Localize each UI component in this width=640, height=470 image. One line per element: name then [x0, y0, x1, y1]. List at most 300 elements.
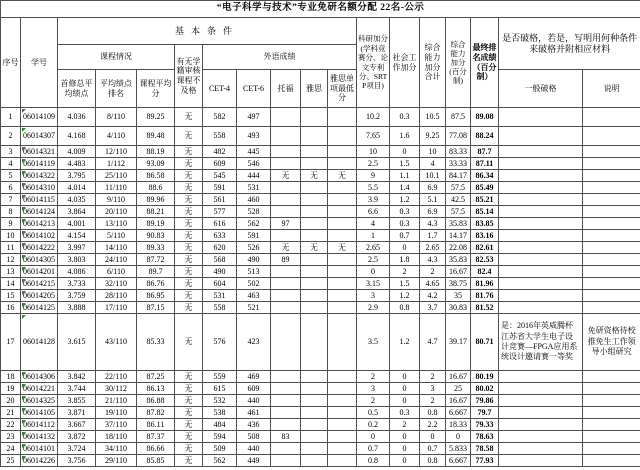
cell-exception-note [583, 206, 640, 218]
cell-course-avg: 87.72 [137, 254, 175, 266]
cell-toefl [271, 395, 301, 407]
cell-serial: 25 [1, 455, 21, 467]
col-header-gpa: 首修总平均绩点 [58, 70, 96, 108]
cell-toefl [271, 266, 301, 278]
cell-bonus-total: 1.7 [420, 230, 446, 242]
cell-serial: 23 [1, 431, 21, 443]
cell-research-bonus: 2 [357, 395, 390, 407]
cell-ielts-min [328, 278, 357, 290]
cell-toefl [271, 290, 301, 302]
cell-gpa-rank: 21/110 [96, 395, 137, 407]
cell-ielts [301, 182, 328, 194]
cell-bonus-total: 0.8 [420, 455, 446, 467]
green-triangle-icon [22, 109, 26, 113]
cell-student-id [21, 254, 58, 266]
cell-cet4: 615 [203, 383, 237, 395]
cell-toefl [271, 302, 301, 314]
cell-exception-note [583, 302, 640, 314]
cell-fail-check: 无 [175, 455, 203, 467]
table-row [1, 146, 640, 158]
cell-ielts [301, 266, 328, 278]
cell-student-id [21, 419, 58, 431]
cell-cet4: 594 [203, 431, 237, 443]
cell-course-avg: 89.19 [137, 218, 175, 230]
cell-ielts [301, 383, 328, 395]
cell-social-bonus: 0.3 [390, 206, 420, 218]
cell-research-bonus: 2.65 [357, 242, 390, 254]
col-header-fail-check: 有无学籍审核课程不及格 [175, 45, 203, 108]
cell-exception-general [499, 127, 583, 146]
cell-exception-note [583, 266, 640, 278]
cell-student-id [21, 182, 58, 194]
cell-exception-general: 是：2016年英威腾杯江苏省大学生电子设计竞赛—FPGA应用系统设计邀请赛一等奖 [499, 314, 583, 371]
cell-research-bonus: 0.7 [357, 443, 390, 455]
cell-social-bonus: 0.3 [390, 218, 420, 230]
cell-serial: 11 [1, 242, 21, 254]
table-row [1, 266, 640, 278]
cell-research-bonus: 0.5 [357, 407, 390, 419]
cell-research-bonus: 10 [357, 146, 390, 158]
cell-course-avg: 89.25 [137, 108, 175, 127]
green-triangle-icon [22, 291, 26, 295]
cell-bonus-pct: 16.67 [446, 266, 471, 278]
table-row [1, 278, 640, 290]
cell-social-bonus: 0.3 [390, 407, 420, 419]
cell-bonus-total: 2.65 [420, 242, 446, 254]
green-triangle-icon [22, 408, 26, 412]
green-triangle-icon [22, 456, 26, 460]
col-header-foreign-lang: 外语成绩 [203, 45, 357, 70]
cell-gpa-rank: 12/110 [96, 146, 137, 158]
cell-exception-general [499, 407, 583, 419]
cell-final-score: 87.7 [471, 146, 499, 158]
cell-research-bonus: 7.65 [357, 127, 390, 146]
cell-gpa: 3.756 [58, 455, 96, 467]
table-row [1, 182, 640, 194]
cell-bonus-pct: 35.83 [446, 218, 471, 230]
cell-fail-check: 无 [175, 127, 203, 146]
cell-exception-general [499, 278, 583, 290]
col-header-basic-conditions: 基本条件 [58, 18, 357, 45]
student-id-text: 06014205 [23, 290, 55, 300]
table-row [1, 242, 640, 254]
cell-ielts [301, 431, 328, 443]
cell-ielts-min [328, 206, 357, 218]
cell-gpa: 3.997 [58, 242, 96, 254]
student-id-text: 06014101 [23, 443, 55, 453]
green-triangle-icon [22, 384, 26, 388]
table-row [1, 127, 640, 146]
green-triangle-icon [22, 432, 26, 436]
cell-ielts: 无 [301, 170, 328, 182]
cell-research-bonus: 0 [357, 266, 390, 278]
cell-gpa-rank: 18/110 [96, 431, 137, 443]
cell-cet4: 532 [203, 395, 237, 407]
cell-bonus-total: 10.5 [420, 108, 446, 127]
cell-fail-check: 无 [175, 206, 203, 218]
cell-ielts-min [328, 194, 357, 206]
cell-serial: 1 [1, 108, 21, 127]
cell-research-bonus: 6.6 [357, 206, 390, 218]
green-triangle-icon [22, 171, 26, 175]
student-id-text: 06014307 [23, 131, 55, 141]
cell-cet4: 616 [203, 218, 237, 230]
cell-fail-check: 无 [175, 290, 203, 302]
cell-course-avg: 86.76 [137, 278, 175, 290]
cell-course-avg: 89.96 [137, 194, 175, 206]
cell-cet4: 633 [203, 230, 237, 242]
cell-final-score: 81.76 [471, 290, 499, 302]
col-header-ielts-min: 雅思单项最低分 [328, 70, 357, 108]
cell-ielts-min [328, 254, 357, 266]
cell-ielts [301, 371, 328, 383]
cell-ielts-min [328, 266, 357, 278]
col-header-course-info: 课程情况 [58, 45, 175, 70]
cell-exception-general [499, 266, 583, 278]
cell-bonus-pct: 57.5 [446, 182, 471, 194]
cell-toefl [271, 383, 301, 395]
cell-social-bonus: 1.4 [390, 182, 420, 194]
green-triangle-icon [22, 303, 26, 307]
cell-final-score: 83.85 [471, 218, 499, 230]
cell-research-bonus: 4 [357, 218, 390, 230]
cell-fail-check: 无 [175, 302, 203, 314]
cell-exception-note [583, 108, 640, 127]
table-row [1, 419, 640, 431]
table-row [1, 371, 640, 383]
cell-ielts-min [328, 383, 357, 395]
cell-final-score: 79.33 [471, 419, 499, 431]
cell-ielts-min [328, 419, 357, 431]
cell-cet6: 460 [237, 194, 271, 206]
cell-exception-note [583, 230, 640, 242]
cell-gpa-rank: 19/110 [96, 407, 137, 419]
cell-bonus-pct: 22.08 [446, 242, 471, 254]
cell-gpa-rank: 25/110 [96, 170, 137, 182]
cell-ielts [301, 290, 328, 302]
cell-toefl: 83 [271, 431, 301, 443]
cell-bonus-pct: 14.17 [446, 230, 471, 242]
cell-exception-general [499, 419, 583, 431]
cell-cet4: 545 [203, 170, 237, 182]
cell-gpa-rank: 29/110 [96, 455, 137, 467]
cell-cet6: 436 [237, 419, 271, 431]
cell-exception-note [583, 443, 640, 455]
col-header-social-bonus: 社会工作加分 [390, 18, 420, 108]
col-header-toefl: 托福 [271, 70, 301, 108]
cell-social-bonus: 0.8 [390, 302, 420, 314]
cell-gpa-rank: 11/110 [96, 182, 137, 194]
cell-ielts-min [328, 290, 357, 302]
cell-fail-check: 无 [175, 158, 203, 170]
cell-toefl [271, 455, 301, 467]
cell-social-bonus: 1.8 [390, 254, 420, 266]
cell-student-id [21, 455, 58, 467]
cell-final-score: 87.11 [471, 158, 499, 170]
cell-cet6: 531 [237, 182, 271, 194]
cell-student-id [21, 146, 58, 158]
cell-gpa: 3.871 [58, 407, 96, 419]
cell-exception-general [499, 290, 583, 302]
cell-exception-note [583, 395, 640, 407]
cell-student-id [21, 127, 58, 146]
col-header-bonus-pct: 综合能力加分(百分制) [446, 18, 471, 108]
cell-cet4: 558 [203, 127, 237, 146]
student-id-text: 06014115 [23, 194, 55, 204]
cell-ielts-min [328, 146, 357, 158]
cell-serial: 15 [1, 290, 21, 302]
cell-bonus-total: 3 [420, 383, 446, 395]
col-header-cet6: CET-6 [237, 70, 271, 108]
cell-student-id [21, 302, 58, 314]
cell-ielts-min [328, 443, 357, 455]
cell-final-score: 80.19 [471, 371, 499, 383]
cell-fail-check: 无 [175, 146, 203, 158]
green-triangle-icon [22, 231, 26, 235]
cell-bonus-total: 3.7 [420, 302, 446, 314]
student-id-text: 06014221 [23, 383, 55, 393]
cell-toefl [271, 278, 301, 290]
cell-cet6: 502 [237, 278, 271, 290]
cell-cet6: 493 [237, 127, 271, 146]
cell-bonus-pct: 84.17 [446, 170, 471, 182]
cell-exception-note [583, 419, 640, 431]
cell-student-id [21, 407, 58, 419]
student-id-text: 06014109 [23, 112, 55, 122]
cell-fail-check: 无 [175, 266, 203, 278]
cell-exception-note [583, 254, 640, 266]
cell-student-id [21, 278, 58, 290]
cell-bonus-total: 10.1 [420, 170, 446, 182]
student-id-text: 06014226 [23, 455, 55, 465]
cell-cet4: 509 [203, 443, 237, 455]
cell-gpa: 4.483 [58, 158, 96, 170]
cell-toefl [271, 407, 301, 419]
cell-exception-note [583, 146, 640, 158]
cell-gpa: 4.168 [58, 127, 96, 146]
student-id-text: 06014213 [23, 218, 55, 228]
cell-serial: 19 [1, 383, 21, 395]
cell-ielts-min: 无 [328, 242, 357, 254]
cell-course-avg: 86.58 [137, 170, 175, 182]
student-id-text: 06014102 [23, 230, 55, 240]
cell-ielts [301, 419, 328, 431]
col-header-exception: 是否破格，若是，写明用何种条件来破格并附相应材料 [499, 18, 640, 70]
cell-gpa: 3.795 [58, 170, 96, 182]
cell-social-bonus: 0 [390, 455, 420, 467]
col-header-exception-note: 说明 [583, 70, 640, 108]
cell-cet4: 568 [203, 254, 237, 266]
cell-serial: 13 [1, 266, 21, 278]
student-id-text: 06014201 [23, 266, 55, 276]
cell-gpa: 3.667 [58, 419, 96, 431]
cell-toefl [271, 127, 301, 146]
cell-course-avg: 86.95 [137, 290, 175, 302]
cell-toefl [271, 206, 301, 218]
cell-cet4: 484 [203, 419, 237, 431]
cell-exception-note [583, 242, 640, 254]
cell-serial: 8 [1, 206, 21, 218]
cell-student-id [21, 206, 58, 218]
cell-ielts [301, 407, 328, 419]
cell-student-id [21, 314, 58, 371]
cell-cet6: 463 [237, 290, 271, 302]
green-triangle-icon [22, 159, 26, 163]
cell-ielts [301, 455, 328, 467]
cell-student-id [21, 290, 58, 302]
table-row [1, 443, 640, 455]
cell-cet6: 461 [237, 407, 271, 419]
cell-final-score: 85.14 [471, 206, 499, 218]
cell-student-id [21, 194, 58, 206]
student-id-text: 06014215 [23, 278, 55, 288]
cell-bonus-total: 4 [420, 158, 446, 170]
cell-cet6: 546 [237, 158, 271, 170]
cell-bonus-total: 2 [420, 371, 446, 383]
cell-fail-check: 无 [175, 108, 203, 127]
cell-exception-note [583, 383, 640, 395]
table-row [1, 455, 640, 467]
cell-fail-check: 无 [175, 431, 203, 443]
cell-serial: 10 [1, 230, 21, 242]
cell-gpa: 3.855 [58, 395, 96, 407]
cell-cet6: 591 [237, 230, 271, 242]
cell-course-avg: 87.25 [137, 371, 175, 383]
cell-research-bonus: 5.5 [357, 182, 390, 194]
cell-gpa: 3.615 [58, 314, 96, 371]
cell-gpa-rank: 8/110 [96, 108, 137, 127]
cell-research-bonus: 0.2 [357, 419, 390, 431]
cell-cet6: 513 [237, 266, 271, 278]
green-triangle-icon [22, 219, 26, 223]
table-row [1, 302, 640, 314]
cell-final-score: 89.08 [471, 108, 499, 127]
cell-cet6: 521 [237, 302, 271, 314]
cell-research-bonus: 3.15 [357, 278, 390, 290]
title-row [1, 1, 640, 18]
cell-serial: 5 [1, 170, 21, 182]
cell-cet4: 531 [203, 290, 237, 302]
cell-student-id [21, 158, 58, 170]
cell-gpa-rank: 14/110 [96, 242, 137, 254]
page-title: “电子科学与技术”专业免研名额分配 22名-公示 [1, 1, 640, 18]
green-triangle-icon [22, 195, 26, 199]
table-body [1, 108, 640, 467]
cell-cet6: 508 [237, 431, 271, 443]
cell-fail-check: 无 [175, 395, 203, 407]
green-triangle-icon [22, 372, 26, 376]
cell-serial: 12 [1, 254, 21, 266]
cell-gpa-rank: 22/110 [96, 371, 137, 383]
cell-research-bonus: 0 [357, 431, 390, 443]
cell-cet4: 559 [203, 371, 237, 383]
col-header-gpa-rank: 平均绩点排名 [96, 70, 137, 108]
cell-toefl [271, 146, 301, 158]
student-id-text: 06014310 [23, 182, 55, 192]
cell-student-id [21, 170, 58, 182]
cell-toefl [271, 314, 301, 371]
cell-fail-check: 无 [175, 314, 203, 371]
cell-cet6: 444 [237, 170, 271, 182]
cell-social-bonus: 0 [390, 383, 420, 395]
cell-exception-general [499, 395, 583, 407]
cell-fail-check: 无 [175, 230, 203, 242]
cell-cet4: 482 [203, 146, 237, 158]
cell-gpa: 4.009 [58, 146, 96, 158]
cell-gpa-rank: 32/110 [96, 278, 137, 290]
table-row [1, 206, 640, 218]
cell-ielts [301, 278, 328, 290]
cell-ielts-min [328, 455, 357, 467]
cell-cet4: 620 [203, 242, 237, 254]
cell-student-id [21, 108, 58, 127]
cell-exception-general [499, 170, 583, 182]
cell-bonus-total: 2 [420, 266, 446, 278]
cell-serial: 21 [1, 407, 21, 419]
cell-bonus-total: 9.25 [420, 127, 446, 146]
green-triangle-icon [22, 243, 26, 247]
cell-student-id [21, 395, 58, 407]
cell-student-id [21, 383, 58, 395]
cell-toefl [271, 194, 301, 206]
cell-serial: 14 [1, 278, 21, 290]
cell-cet6: 440 [237, 395, 271, 407]
cell-final-score: 85.21 [471, 194, 499, 206]
cell-course-avg: 89.48 [137, 127, 175, 146]
cell-toefl [271, 158, 301, 170]
green-triangle-icon [22, 255, 26, 259]
cell-exception-general [499, 158, 583, 170]
cell-toefl [271, 419, 301, 431]
cell-gpa: 3.864 [58, 206, 96, 218]
cell-bonus-pct: 83.33 [446, 146, 471, 158]
cell-exception-note: 免研资格待校推免生工作领导小组研究 [583, 314, 640, 371]
cell-course-avg: 89.33 [137, 242, 175, 254]
cell-fail-check: 无 [175, 383, 203, 395]
cell-bonus-pct: 42.5 [446, 194, 471, 206]
cell-bonus-pct: 33.33 [446, 158, 471, 170]
cell-exception-general [499, 254, 583, 266]
cell-final-score: 83.16 [471, 230, 499, 242]
cell-exception-note [583, 170, 640, 182]
green-triangle-icon [22, 315, 26, 319]
cell-fail-check: 无 [175, 170, 203, 182]
cell-ielts [301, 146, 328, 158]
cell-exception-note [583, 218, 640, 230]
cell-toefl: 无 [271, 242, 301, 254]
cell-exception-note [583, 194, 640, 206]
cell-exception-note [583, 278, 640, 290]
cell-student-id [21, 242, 58, 254]
cell-gpa: 4.154 [58, 230, 96, 242]
cell-social-bonus: 1.1 [390, 170, 420, 182]
table-row [1, 170, 640, 182]
green-triangle-icon [22, 183, 26, 187]
table-row [1, 194, 640, 206]
cell-final-score: 77.93 [471, 455, 499, 467]
cell-bonus-total: 6.9 [420, 206, 446, 218]
cell-fail-check: 无 [175, 254, 203, 266]
cell-bonus-pct: 6.667 [446, 407, 471, 419]
cell-exception-note [583, 158, 640, 170]
cell-serial: 4 [1, 158, 21, 170]
cell-research-bonus: 3 [357, 290, 390, 302]
cell-serial: 3 [1, 146, 21, 158]
cell-social-bonus: 0.7 [390, 230, 420, 242]
student-id-text: 06014105 [23, 407, 55, 417]
cell-toefl [271, 371, 301, 383]
cell-cet6: 449 [237, 455, 271, 467]
